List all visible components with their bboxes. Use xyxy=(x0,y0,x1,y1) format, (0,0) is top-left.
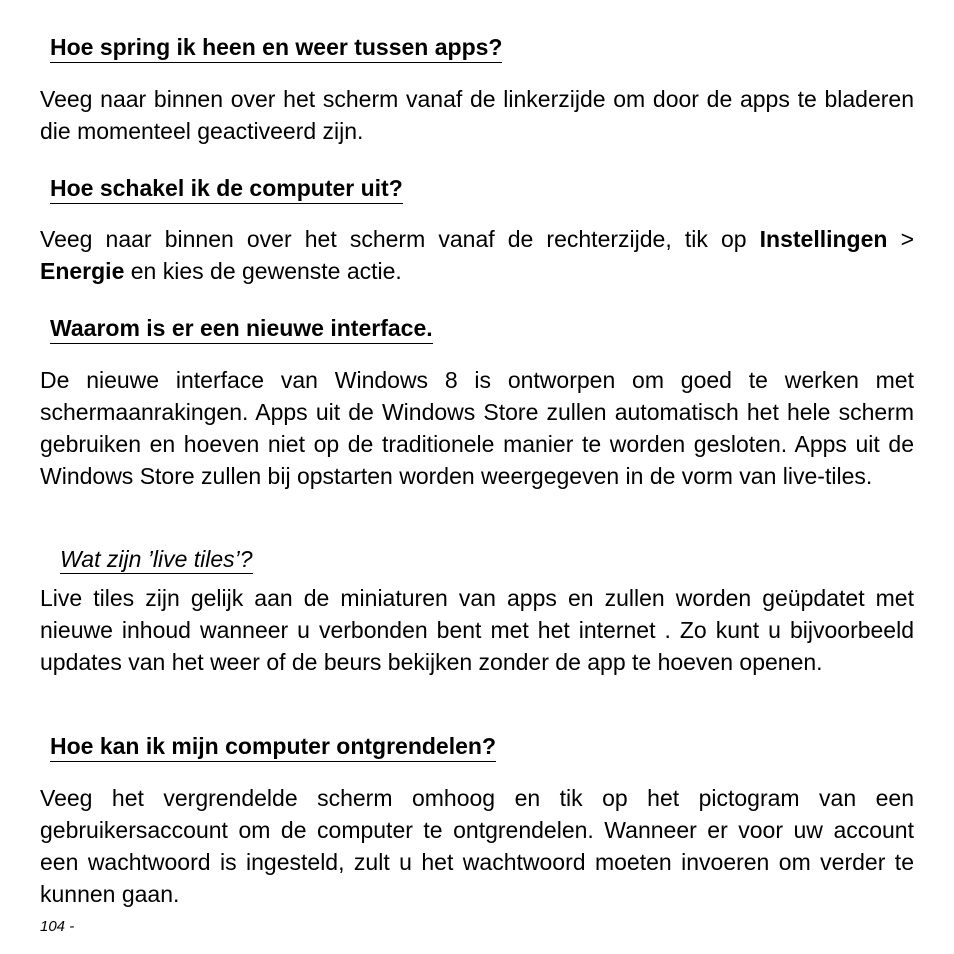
section-paragraph-shutdown xyxy=(40,223,914,287)
section-paragraph-switch-apps: Veeg naar binnen over het scherm vanaf de linkerzijde om door de apps te bladeren die momenteel geactiveerd zijn. xyxy=(40,86,914,144)
shutdown-separator: > xyxy=(900,226,915,252)
page-number: 104 - xyxy=(40,918,75,935)
section-heading-live-tiles: Wat zijn ’live tiles’? xyxy=(60,546,253,572)
section-paragraph-live-tiles: Live tiles zijn gelijk aan de miniaturen van apps en zullen worden geüpdatet met nieuwe inhoud wanneer u verbonden bent met het internet . Zo kunt u bijvoorbeeld updates van het weer of de beurs bekijken zonder de app te hoeven openen. xyxy=(40,585,914,675)
section-paragraph-unlock: Veeg het vergrendelde scherm omhoog en tik op het pictogram van een gebruikersaccount om de computer te ontgrendelen. Wanneer er voor uw account een wachtwoord is ingesteld, zult u het wachtwoord moeten invoeren om verder te kunnen gaan. xyxy=(40,785,914,907)
shutdown-text-prefix: Veeg naar binnen over het scherm vanaf de rechterzijde, tik op xyxy=(40,226,747,252)
section-heading-new-interface: Waarom is er een nieuwe interface. xyxy=(50,315,433,344)
section-paragraph-new-interface: De nieuwe interface van Windows 8 is ontworpen om goed te werken met schermaanrakingen. Apps uit de Windows Store zullen automatisch het hele scherm gebruiken en hoeven niet op de traditionele manier te worden gesloten. Apps uit de Windows Store zullen bij opstarten worden weergegeven in de vorm van live-tiles. xyxy=(40,367,914,489)
section-heading-unlock: Hoe kan ik mijn computer ontgrendelen? xyxy=(50,733,496,762)
section-heading-switch-apps: Hoe spring ik heen en weer tussen apps? xyxy=(50,34,502,63)
shutdown-settings-term: Instellingen xyxy=(759,226,888,252)
shutdown-text-suffix: en kies de gewenste actie. xyxy=(130,258,402,284)
section-heading-shutdown: Hoe schakel ik de computer uit? xyxy=(50,175,403,204)
shutdown-power-term: Energie xyxy=(40,258,125,284)
